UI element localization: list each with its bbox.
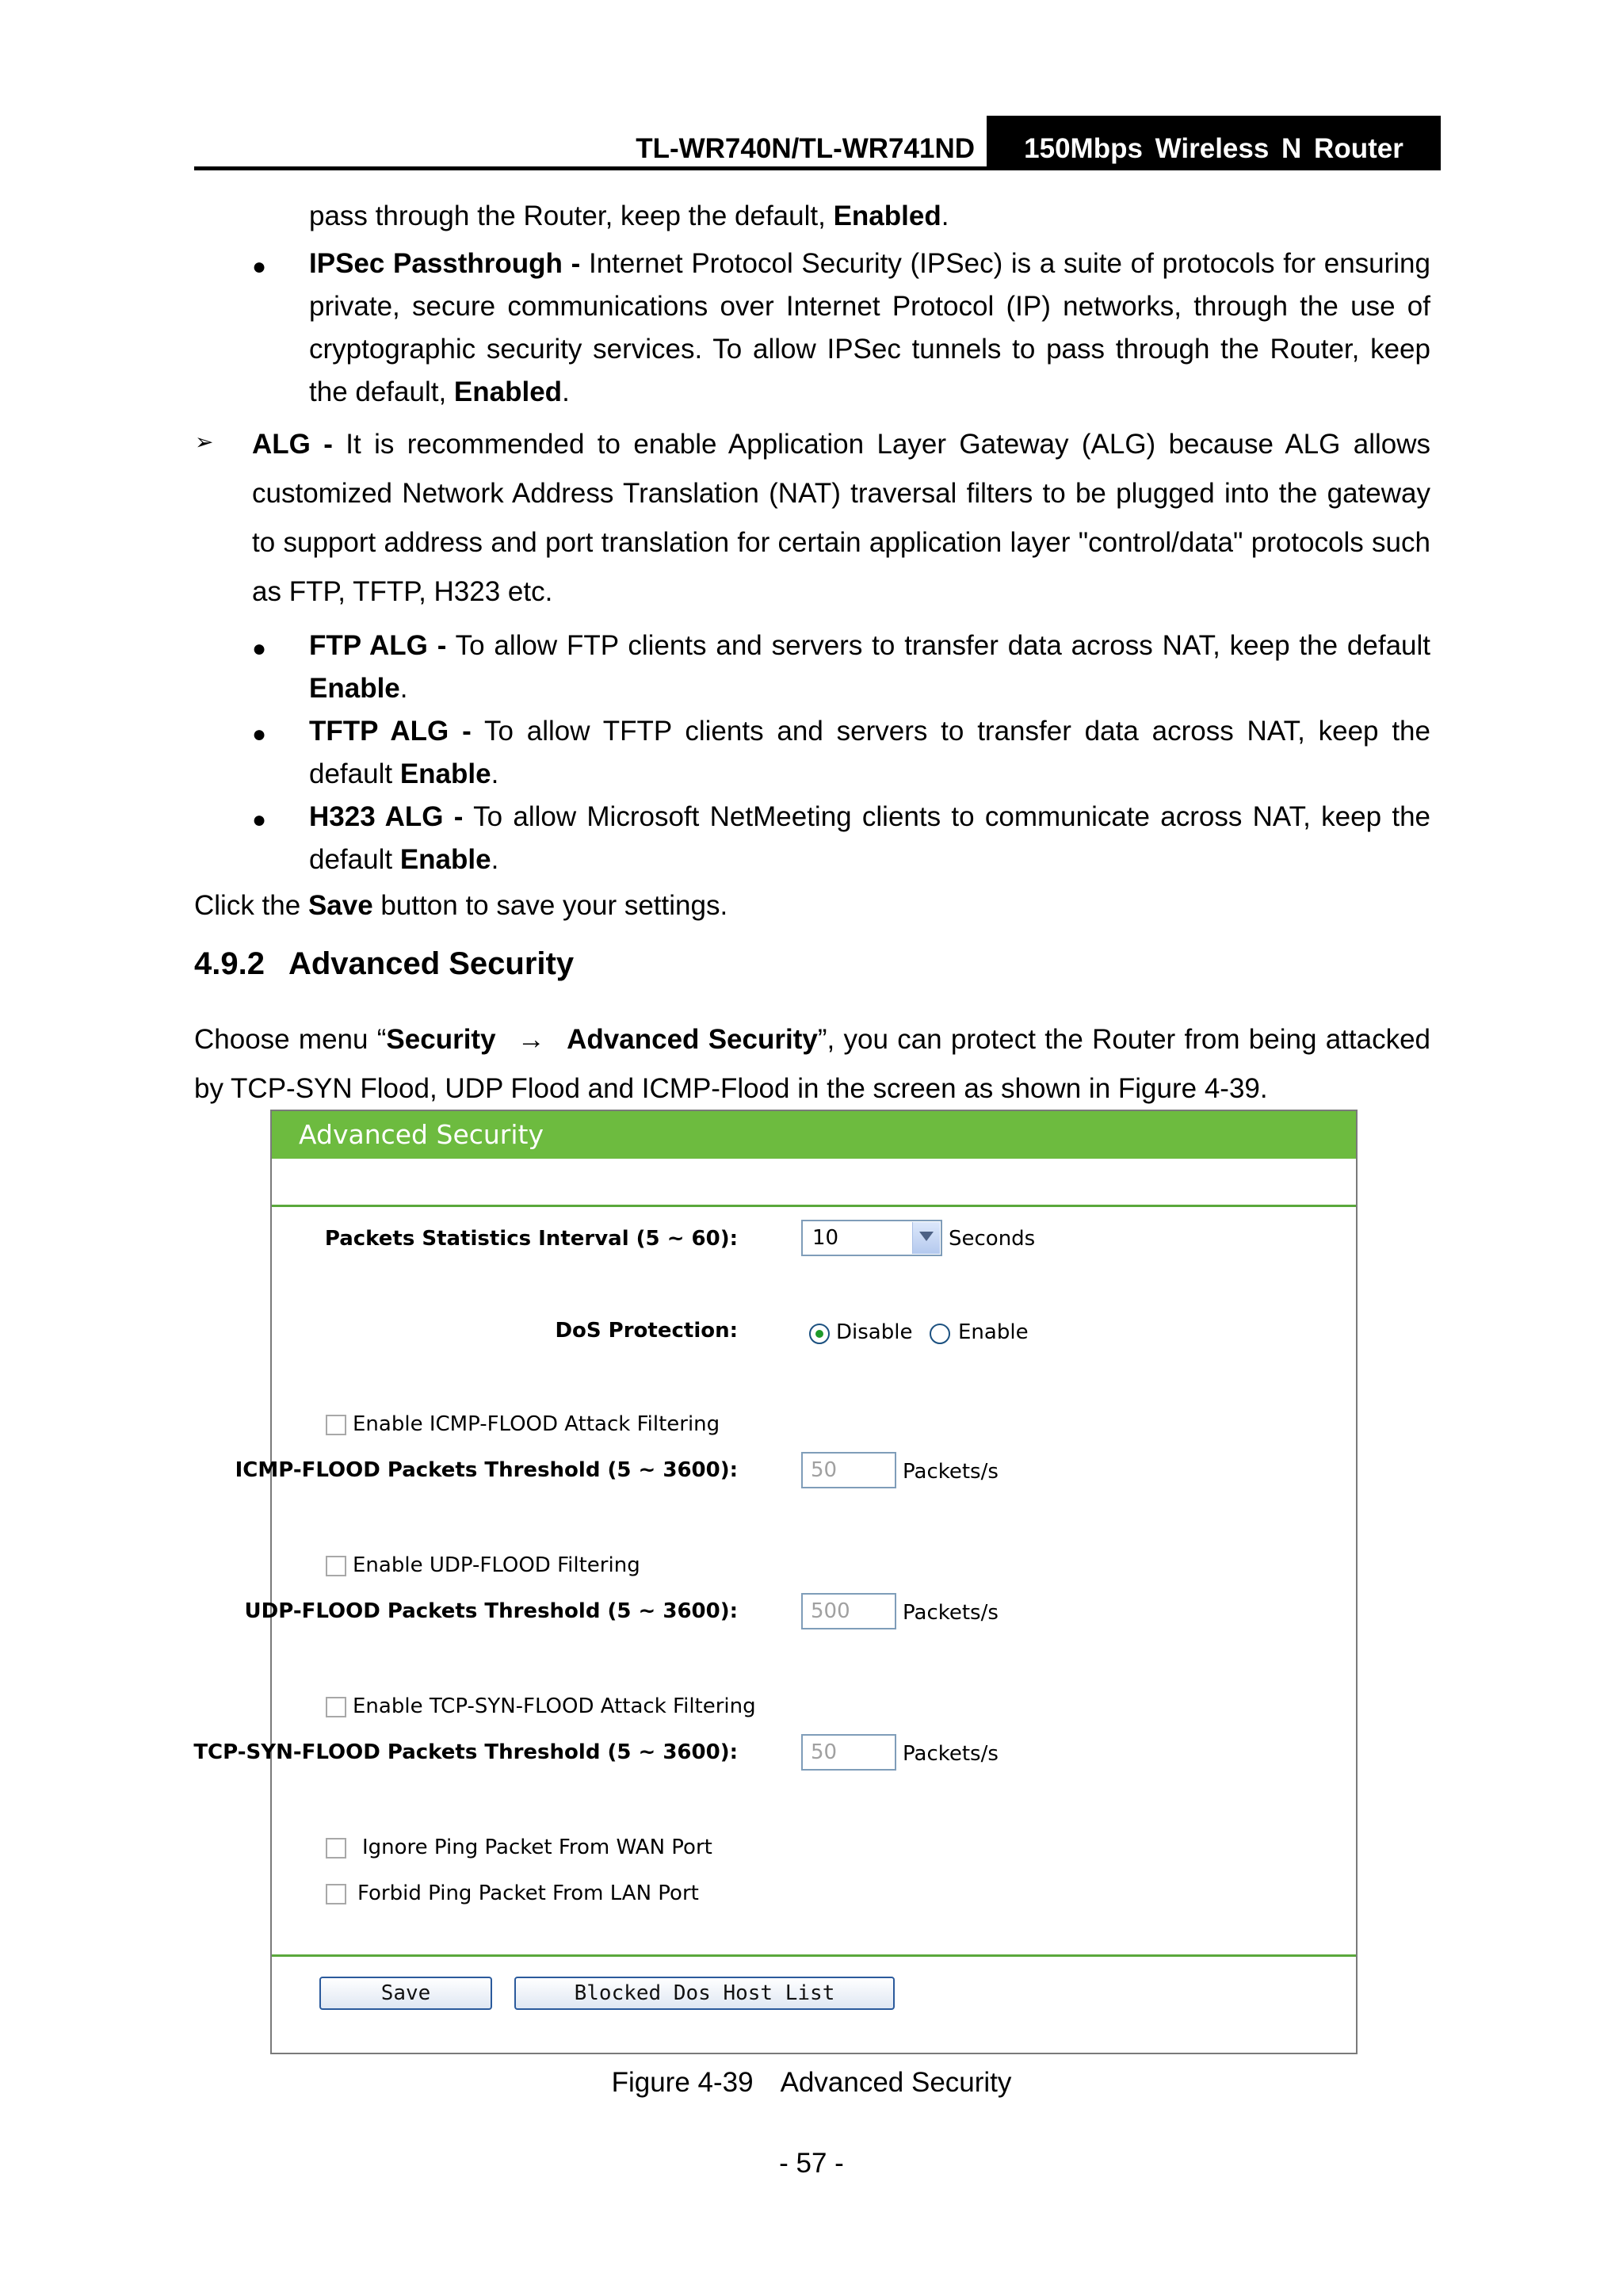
tcp-syn-flood-check-label: Enable TCP-SYN-FLOOD Attack Filtering xyxy=(353,1694,756,1718)
icmp-flood-checkbox[interactable] xyxy=(326,1415,346,1435)
screen-top-rule xyxy=(272,1205,1356,1207)
header-rule xyxy=(194,166,987,170)
interval-value: 10 xyxy=(812,1226,839,1250)
ignore-wan-ping-checkbox[interactable] xyxy=(326,1838,346,1859)
interval-unit: Seconds xyxy=(949,1227,1036,1251)
icmp-threshold-input[interactable]: 50 xyxy=(801,1452,896,1488)
tcp-syn-flood-checkbox[interactable] xyxy=(326,1697,346,1717)
tcp-threshold-label: TCP-SYN-FLOOD Packets Threshold (5 ~ 3600): xyxy=(193,1740,738,1764)
forbid-lan-ping-checkbox[interactable] xyxy=(326,1884,346,1904)
save-button[interactable]: Save xyxy=(319,1977,492,2010)
figure-caption: Figure 4-39 Advanced Security xyxy=(611,2067,1012,2098)
arrow-bullet-icon: ➢ xyxy=(195,430,214,454)
ipsec-paragraph: IPSec Passthrough - Internet Protocol Security (IPSec) is a suite of protocols for ensuring private, secure communications over Internet Protocol (IP) networks, through the use of cryptographic security services. To allow IPSec tunnels to pass through the Router, keep the default, Enabled. xyxy=(309,248,1430,407)
bullet-dot: ● xyxy=(252,807,267,833)
icmp-flood-check-label: Enable ICMP-FLOOD Attack Filtering xyxy=(353,1412,720,1436)
tcp-threshold-input[interactable]: 50 xyxy=(801,1734,896,1771)
h323-alg-item: H323 ALG - To allow Microsoft NetMeeting clients to communicate across NAT, keep the default Enable. xyxy=(309,801,1430,875)
dos-label: DoS Protection: xyxy=(555,1319,738,1343)
bullet-dot: ● xyxy=(252,721,267,747)
blocked-dos-host-list-button[interactable]: Blocked Dos Host List xyxy=(514,1977,895,2010)
save-note: Click the Save button to save your settings. xyxy=(194,890,728,921)
forbid-lan-ping-label: Forbid Ping Packet From LAN Port xyxy=(357,1881,699,1905)
ftp-alg-item: FTP ALG - To allow FTP clients and servers to transfer data across NAT, keep the default Enable. xyxy=(309,630,1430,704)
bullet-dot: ● xyxy=(252,254,267,280)
page-number: - 57 - xyxy=(779,2148,844,2179)
section-heading: 4.9.2 Advanced Security xyxy=(194,946,575,981)
section-paragraph: Choose menu “Security → Advanced Security”, you can protect the Router from being attacked by TCP-SYN Flood, UDP Flood and ICMP-Flood in the screen as shown in Figure 4-39. xyxy=(194,1024,1431,1104)
udp-threshold-input[interactable]: 500 xyxy=(801,1593,896,1629)
tftp-alg-item: TFTP ALG - To allow TFTP clients and servers to transfer data across NAT, keep the default Enable. xyxy=(309,716,1430,789)
interval-label: Packets Statistics Interval (5 ~ 60): xyxy=(324,1227,738,1251)
header-product: 150Mbps Wireless N Router xyxy=(1024,133,1403,164)
dos-enable-label: Enable xyxy=(958,1320,1029,1344)
tcp-unit: Packets/s xyxy=(903,1742,999,1766)
interval-select[interactable] xyxy=(801,1220,942,1256)
udp-unit: Packets/s xyxy=(903,1601,999,1625)
udp-flood-check-label: Enable UDP-FLOOD Filtering xyxy=(353,1553,640,1577)
advanced-security-screenshot xyxy=(193,1110,1358,2054)
icmp-threshold-label: ICMP-FLOOD Packets Threshold (5 ~ 3600): xyxy=(235,1458,738,1482)
ignore-wan-ping-label: Ignore Ping Packet From WAN Port xyxy=(362,1836,712,1859)
alg-paragraph: ALG - It is recommended to enable Application Layer Gateway (ALG) because ALG allows customized Network Address Translation (NAT) traversal filters to be plugged into the gateway to support address and port translation for certain application layer "control/data" protocols such as FTP, TFTP, H323 etc. xyxy=(252,429,1430,607)
bullet-dot: ● xyxy=(252,636,267,662)
udp-threshold-label: UDP-FLOOD Packets Threshold (5 ~ 3600): xyxy=(244,1599,738,1623)
dos-disable-label: Disable xyxy=(836,1320,913,1344)
header-model: TL-WR740N/TL-WR741ND xyxy=(636,133,975,164)
chevron-down-icon[interactable] xyxy=(912,1222,940,1254)
screen-bottom-rule xyxy=(272,1954,1356,1957)
dos-enable-radio[interactable] xyxy=(930,1324,950,1344)
dos-disable-radio[interactable] xyxy=(809,1324,830,1344)
screen-title: Advanced Security xyxy=(272,1111,1356,1159)
udp-flood-checkbox[interactable] xyxy=(326,1556,346,1576)
icmp-unit: Packets/s xyxy=(903,1460,999,1484)
continuation-text: pass through the Router, keep the default, Enabled. xyxy=(309,201,949,231)
